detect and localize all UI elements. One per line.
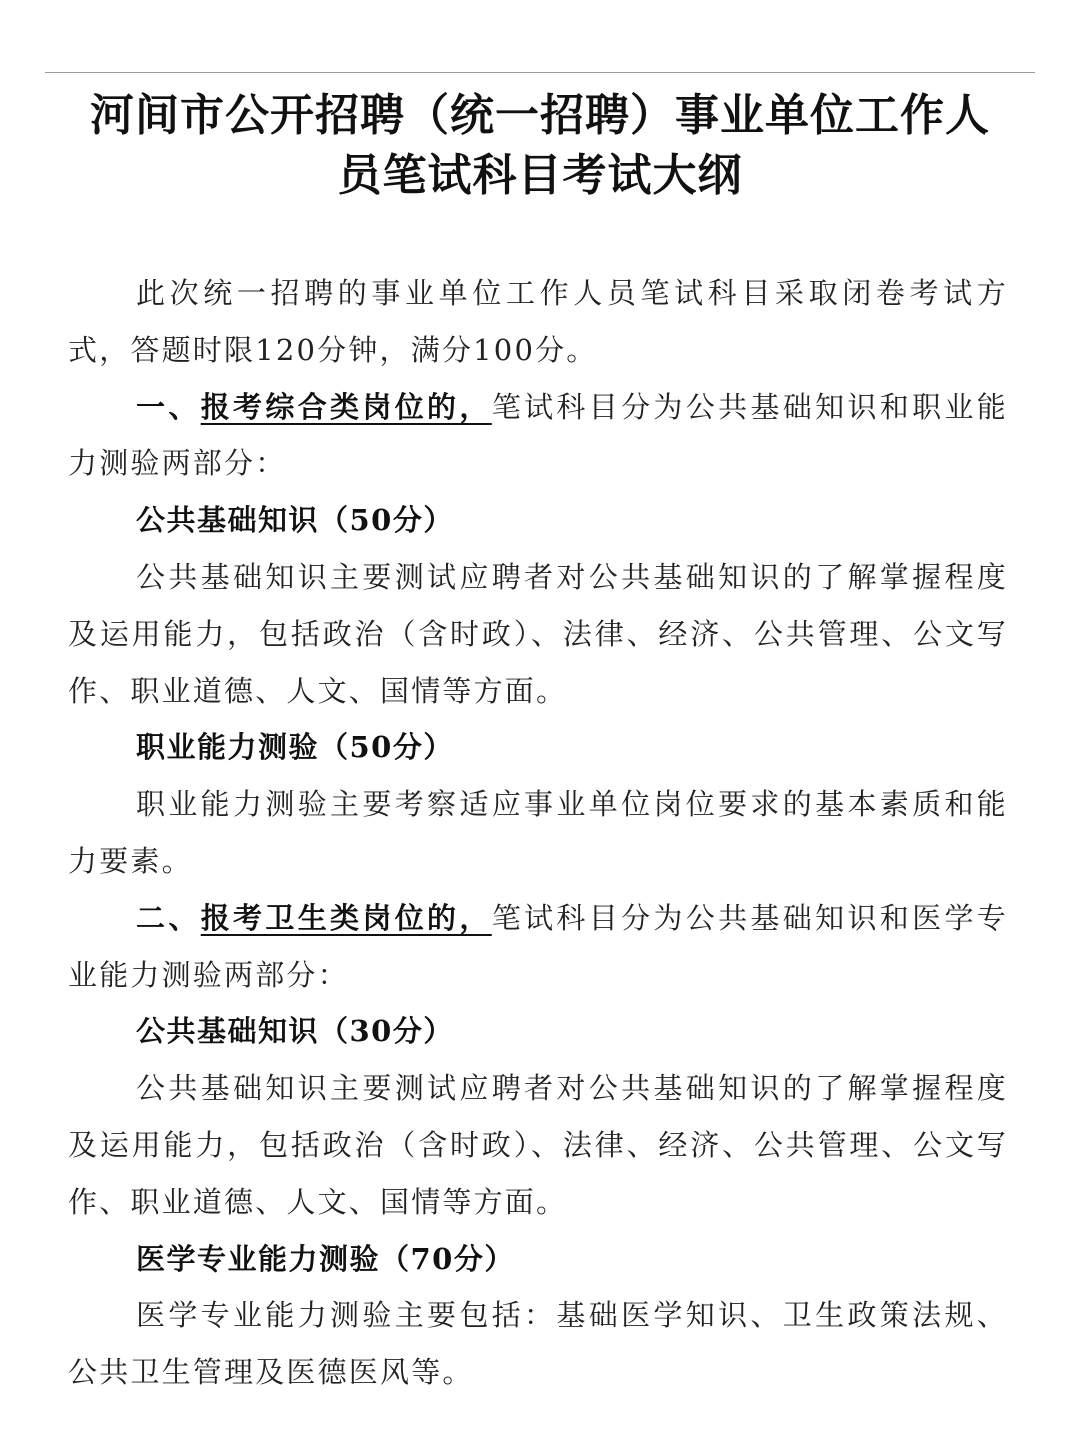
intro-paragraph: 此次统一招聘的事业单位工作人员笔试科目采取闭卷考试方式，答题时限120分钟，满分100分。 [68,276,1008,367]
document-body [68,265,1008,1401]
section-2-number: 二、 [136,900,201,935]
section-1-sub-2-heading: 职业能力测验（50分） [136,730,454,765]
section-1-number: 一、 [136,389,201,424]
section-2-sub-1-text: 公共基础知识主要测试应聘者对公共基础知识的了解掌握程度及运用能力，包括政治（含时政）、法律、经济、公共管理、公文写作、职业道德、人文、国情等方面。 [68,1071,1008,1219]
top-divider [45,72,1035,73]
title-line-2: 员笔试科目考试大纲 [337,150,743,201]
section-2-text: 笔试科目分为公共基础知识和医学专业能力测验两部分： [68,900,1008,992]
section-2-paragraph [68,890,1008,1004]
document-title [40,86,1040,206]
section-1-text: 笔试科目分为公共基础知识和职业能力测验两部分： [68,389,1008,481]
section-1-sub-2-text: 职业能力测验主要考察适应事业单位岗位要求的基本素质和能力要素。 [68,787,1008,878]
section-2-sub-1-heading: 公共基础知识（30分） [136,1014,454,1049]
section-2-sub-2-heading: 医学专业能力测验（70分） [136,1241,515,1276]
section-1-sub-1-heading: 公共基础知识（50分） [136,503,454,538]
title-line-1: 河间市公开招聘（统一招聘）事业单位工作人 [90,90,990,141]
section-1-paragraph [68,379,1008,493]
section-1-sub-1-text: 公共基础知识主要测试应聘者对公共基础知识的了解掌握程度及运用能力，包括政治（含时政）、法律、经济、公共管理、公文写作、职业道德、人文、国情等方面。 [68,559,1008,708]
section-2-sub-2-text: 医学专业能力测验主要包括：基础医学知识、卫生政策法规、公共卫生管理及医德医风等。 [68,1298,1008,1390]
section-2-lead: 报考卫生类岗位的， [200,900,492,935]
section-1-lead: 报考综合类岗位的， [200,389,492,424]
